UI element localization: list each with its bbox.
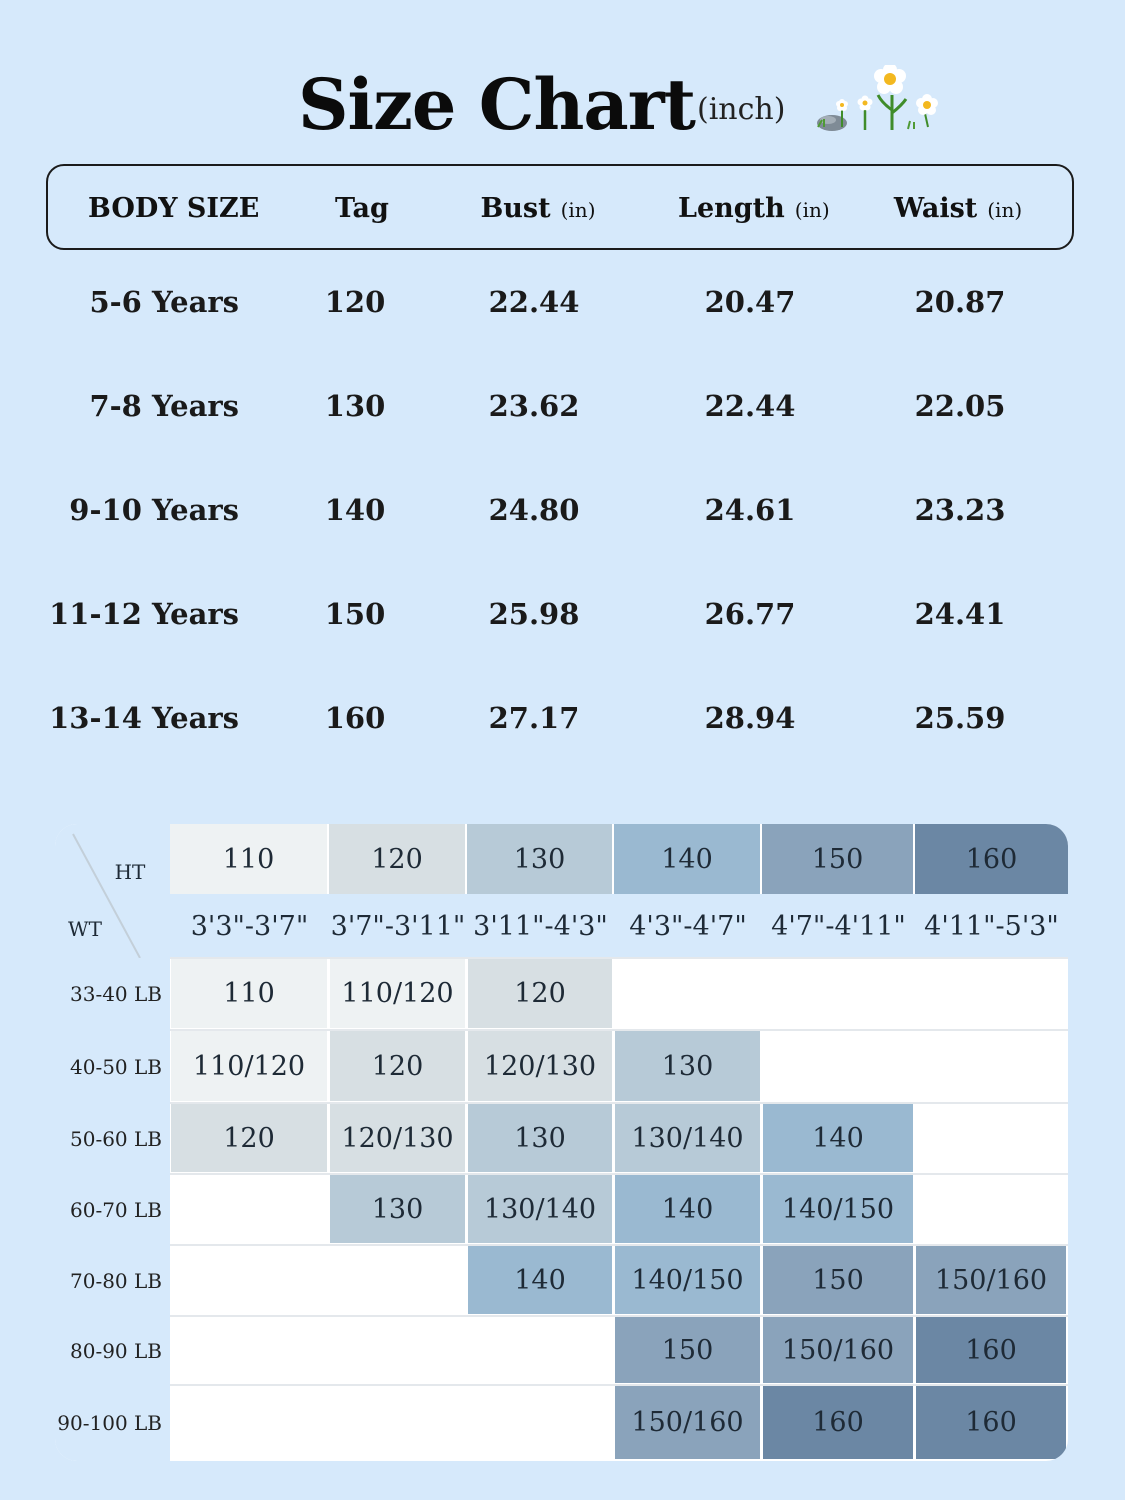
header-bust-unit: (in) [560, 198, 596, 222]
length-cell: 26.77 [704, 597, 796, 631]
height-range-cell: 3'3"-3'7" [190, 910, 309, 942]
tag-cell: 160 [324, 701, 386, 735]
tag-cell: 150 [324, 597, 386, 631]
table-row [0, 480, 1125, 540]
waist-cell: 24.41 [914, 597, 1006, 631]
size-recommendation-cell: 130/140 [468, 1175, 612, 1243]
header-length-unit: (in) [794, 198, 830, 222]
bust-cell: 27.17 [488, 701, 580, 735]
size-recommendation-cell: 110 [171, 959, 327, 1028]
height-range-cell: 3'7"-3'11" [330, 910, 466, 942]
header-bust-label: Bust [480, 193, 551, 224]
waist-cell: 20.87 [914, 285, 1006, 319]
height-range-cell: 4'11"-5'3" [924, 910, 1059, 942]
height-tag-120: 120 [329, 824, 465, 894]
waist-cell: 23.23 [914, 493, 1006, 527]
size-recommendation-cell: 130 [330, 1175, 465, 1243]
size-recommendation-cell: 140/150 [615, 1246, 760, 1314]
size-recommendation-cell: 130 [615, 1031, 760, 1101]
weight-label: 90-100 LB [57, 1411, 162, 1435]
size-recommendation-cell: 150/160 [763, 1317, 913, 1383]
size-recommendation-cell: 120 [171, 1104, 327, 1172]
tag-cell: 140 [324, 493, 386, 527]
size-recommendation-cell: 120 [330, 1031, 465, 1101]
title-unit: (inch) [697, 92, 786, 127]
size-recommendation-cell: 120/130 [468, 1031, 612, 1101]
bust-cell: 22.44 [488, 285, 580, 319]
size-recommendation-cell: 150/160 [615, 1386, 760, 1459]
weight-label: 70-80 LB [70, 1268, 162, 1293]
size-recommendation-cell: 140/150 [763, 1175, 913, 1243]
bust-cell: 23.62 [488, 389, 580, 423]
size-recommendation-cell: 110/120 [171, 1031, 327, 1101]
header-length-label: Length [678, 193, 785, 224]
height-tag-150: 150 [762, 824, 913, 894]
size-recommendation-cell: 140 [763, 1104, 913, 1172]
waist-cell: 22.05 [914, 389, 1006, 423]
size-recommendation-cell: 160 [763, 1386, 913, 1459]
weight-label: 40-50 LB [70, 1054, 162, 1079]
tag-cell: 130 [324, 389, 386, 423]
size-recommendation-cell: 140 [615, 1175, 760, 1243]
wt-label: WT [68, 917, 102, 941]
size-recommendation-cell: 150 [763, 1246, 913, 1314]
height-tag-140: 140 [614, 824, 760, 894]
height-range-cell: 4'7"-4'11" [771, 910, 906, 942]
size-recommendation-cell: 130 [468, 1104, 612, 1172]
table-row [0, 584, 1125, 644]
bust-cell: 25.98 [488, 597, 580, 631]
size-cell: 13-14 Years [49, 701, 239, 735]
size-recommendation-cell: 120 [468, 959, 612, 1028]
size-cell: 11-12 Years [49, 597, 239, 631]
tag-cell: 120 [324, 285, 386, 319]
height-weight-grid [55, 824, 1068, 1461]
weight-label: 60-70 LB [70, 1197, 162, 1222]
length-cell: 28.94 [704, 701, 796, 735]
header-bust [473, 166, 603, 252]
header-body-size: BODY SIZE [88, 193, 260, 224]
table-row [0, 272, 1125, 332]
size-recommendation-cell: 160 [916, 1317, 1066, 1383]
size-recommendation-cell: 120/130 [330, 1104, 465, 1172]
length-cell: 24.61 [704, 493, 796, 527]
length-cell: 20.47 [704, 285, 796, 319]
length-cell: 22.44 [704, 389, 796, 423]
title-area [0, 60, 1125, 150]
size-recommendation-cell: 130/140 [615, 1104, 760, 1172]
flowers-icon [810, 65, 950, 135]
size-recommendation-cell: 140 [468, 1246, 612, 1314]
table-row [0, 376, 1125, 436]
header-length [678, 166, 828, 252]
ht-label: HT [114, 860, 146, 884]
size-recommendation-cell: 150 [615, 1317, 760, 1383]
page-title: Size Chart [298, 63, 695, 146]
bust-cell: 24.80 [488, 493, 580, 527]
size-cell: 9-10 Years [69, 493, 239, 527]
weight-label: 80-90 LB [70, 1338, 162, 1363]
waist-cell: 25.59 [914, 701, 1006, 735]
weight-label: 33-40 LB [70, 982, 162, 1006]
table-header [46, 164, 1074, 250]
table-row [0, 688, 1125, 748]
size-recommendation-cell: 160 [916, 1386, 1066, 1459]
height-tag-130: 130 [467, 824, 612, 894]
height-tag-160: 160 [915, 824, 1068, 894]
header-waist-label: Waist [893, 193, 978, 224]
size-cell: 5-6 Years [89, 285, 239, 319]
size-recommendation-cell: 110/120 [330, 959, 465, 1028]
size-recommendation-cell: 150/160 [916, 1246, 1066, 1314]
header-tag: Tag [335, 193, 389, 224]
height-tag-110: 110 [170, 824, 327, 894]
size-cell: 7-8 Years [89, 389, 239, 423]
height-range-cell: 3'11"-4'3" [473, 910, 608, 942]
header-waist-unit: (in) [987, 198, 1023, 222]
header-waist [893, 166, 1023, 252]
height-range-cell: 4'3"-4'7" [629, 910, 747, 942]
weight-label: 50-60 LB [70, 1126, 162, 1151]
